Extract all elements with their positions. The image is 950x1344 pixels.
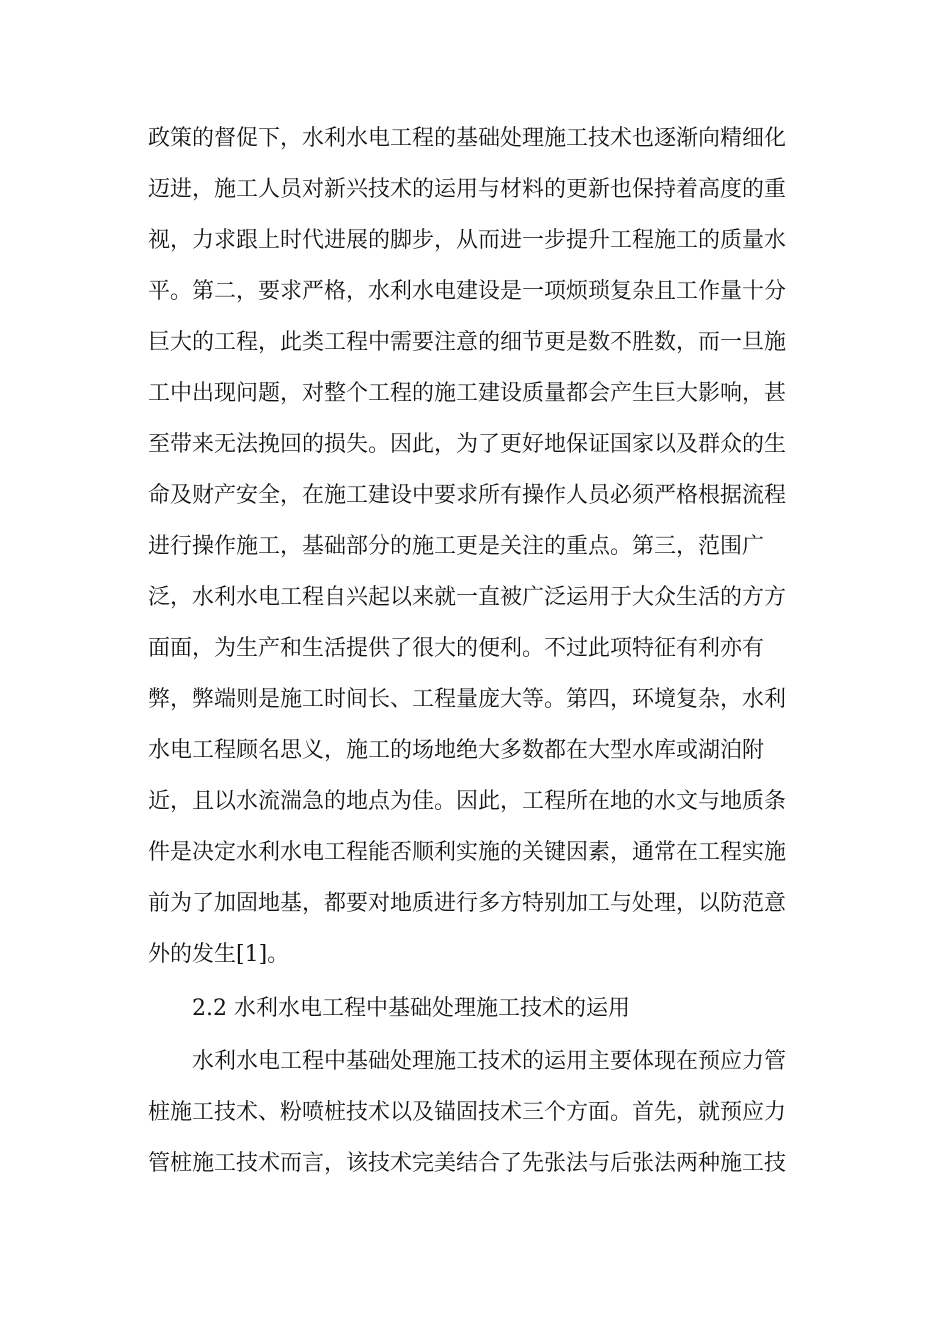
text-line: 近，且以水流湍急的地点为佳。因此，工程所在地的水文与地质条 [148,789,787,814]
text-line: 政策的督促下，水利水电工程的基础处理施工技术也逐渐向精细化 [148,126,787,151]
text-line: 外的发生[1]。 [148,942,290,967]
text-line: 平。第二，要求严格，水利水电建设是一项烦琐复杂且工作量十分 [148,279,787,304]
text-line: 工中出现问题，对整个工程的施工建设质量都会产生巨大影响，甚 [148,381,787,406]
section-heading: 2.2 水利水电工程中基础处理施工技术的运用 [192,996,630,1021]
text-line: 至带来无法挽回的损失。因此，为了更好地保证国家以及群众的生 [148,432,787,457]
text-line: 弊，弊端则是施工时间长、工程量庞大等。第四，环境复杂，水利 [148,687,787,712]
text-line: 巨大的工程，此类工程中需要注意的细节更是数不胜数，而一旦施 [148,330,787,355]
text-line: 桩施工技术、粉喷桩技术以及锚固技术三个方面。首先，就预应力 [148,1100,787,1125]
text-line: 迈进，施工人员对新兴技术的运用与材料的更新也保持着高度的重 [148,177,787,202]
text-line: 水利水电工程中基础处理施工技术的运用主要体现在预应力管 [192,1049,787,1074]
text-line: 命及财产安全，在施工建设中要求所有操作人员必须严格根据流程 [148,483,787,508]
text-line: 视，力求跟上时代进展的脚步，从而进一步提升工程施工的质量水 [148,228,787,253]
text-line: 面面，为生产和生活提供了很大的便利。不过此项特征有利亦有 [148,636,765,661]
text-line: 进行操作施工，基础部分的施工更是关注的重点。第三，范围广 [148,534,765,559]
text-line: 前为了加固地基，都要对地质进行多方特别加工与处理，以防范意 [148,891,787,916]
text-line: 管桩施工技术而言，该技术完美结合了先张法与后张法两种施工技 [148,1151,787,1176]
text-line: 件是决定水利水电工程能否顺利实施的关键因素，通常在工程实施 [148,840,787,865]
text-line: 泛，水利水电工程自兴起以来就一直被广泛运用于大众生活的方方 [148,585,787,610]
text-line: 水电工程顾名思义，施工的场地绝大多数都在大型水库或湖泊附 [148,738,765,763]
